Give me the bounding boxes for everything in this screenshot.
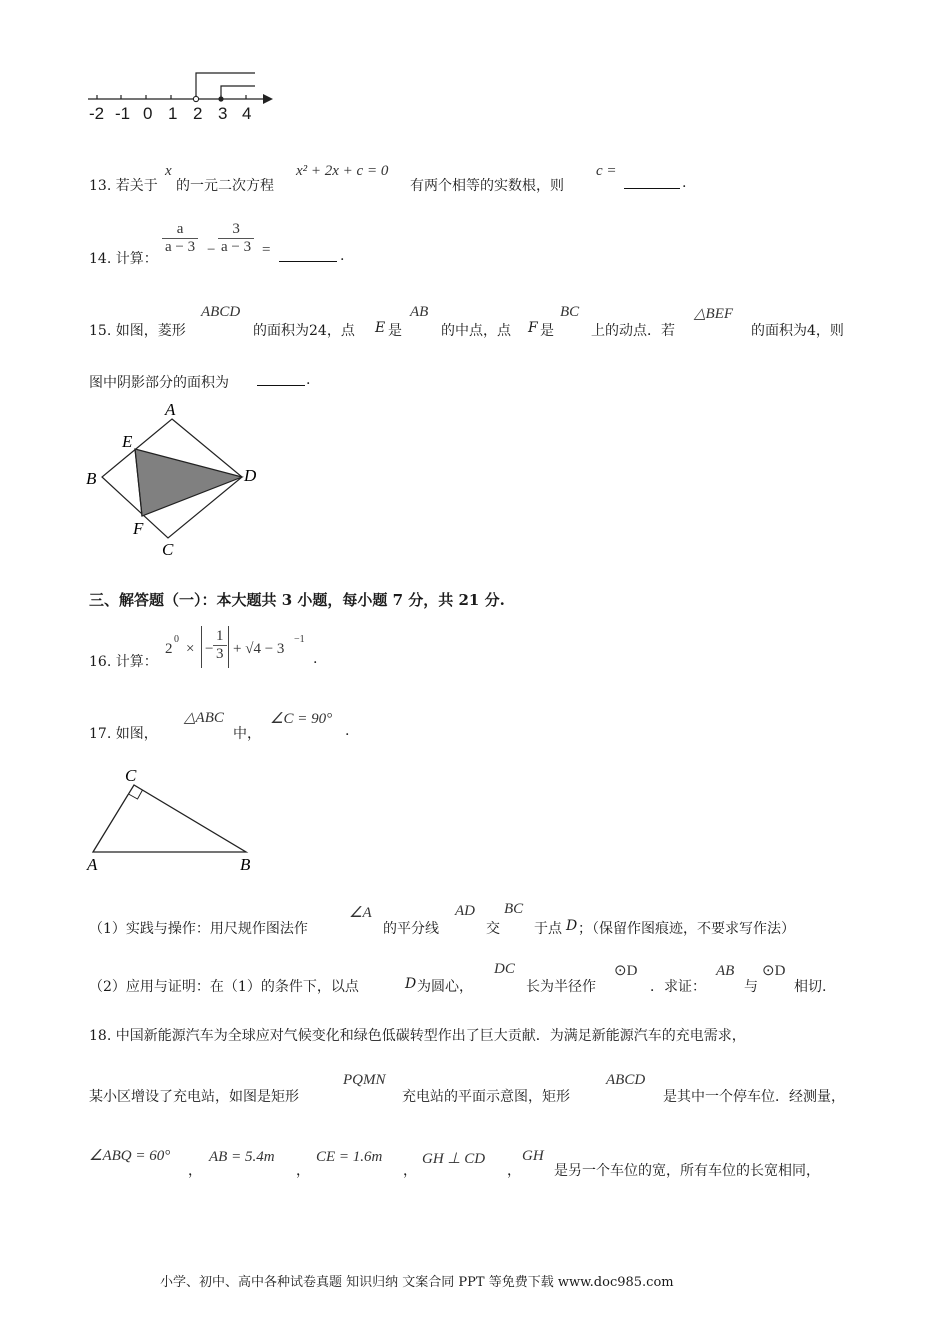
q13-mid: 的一元二次方程 <box>176 178 274 194</box>
rhombus-figure <box>82 398 267 560</box>
q17-prefix: 17. 如图， <box>89 726 158 742</box>
q16-end: . <box>313 651 318 667</box>
fraction-numerator: 3 <box>218 221 254 239</box>
q14-fraction-1 <box>162 221 198 256</box>
fraction-denominator: a − 3 <box>221 239 252 255</box>
q18-gh-perp: GH ⊥ CD <box>422 1151 486 1167</box>
part1-point-d: D <box>566 918 578 934</box>
part1-text: （1）实践与操作：用尺规作图法作 <box>89 921 308 937</box>
q18-text: 某小区增设了充电站，如图是矩形 <box>89 1089 299 1105</box>
part2-text: ．求证： <box>650 979 706 995</box>
tick-label: -2 <box>89 104 105 123</box>
q15-text: 的面积为4，则 <box>751 323 844 339</box>
abs-bar-left <box>201 626 202 668</box>
fraction-denominator: 3 <box>216 646 224 662</box>
q18-ce: CE = 1.6m <box>316 1149 383 1165</box>
q13-end: . <box>682 175 687 191</box>
part2-text: 长为半径作 <box>526 979 596 995</box>
vertex-label-c: C <box>125 766 137 785</box>
q15-ab: AB <box>410 304 429 320</box>
part2-ab: AB <box>716 963 735 979</box>
part2-circle: ⊙D <box>762 963 786 979</box>
vertex-label-b: B <box>240 855 251 874</box>
part1-text: ；（保留作图痕迹，不要求写作法） <box>578 921 795 937</box>
q14-prefix: 14. 计算： <box>89 251 158 267</box>
answer-blank <box>257 373 305 386</box>
q15-point-f: F <box>528 320 538 336</box>
q14-fraction-2 <box>218 221 254 256</box>
q17-mid: 中， <box>233 726 261 742</box>
q17-end: . <box>345 723 350 739</box>
q18-comma: ， <box>403 1163 417 1179</box>
q16-exponent: −1 <box>294 634 305 645</box>
q17-triangle: △ABC <box>184 710 224 726</box>
q16-prefix: 16. 计算： <box>89 654 158 670</box>
q14-end: . <box>340 248 345 264</box>
q16-times: × <box>186 641 195 657</box>
section-3-heading: 三、解答题（一）：本大题共 3 小题，每小题 7 分，共 21 分. <box>89 591 505 609</box>
part1-text: 的平分线 <box>383 921 439 937</box>
fraction-denominator: a − 3 <box>165 239 196 255</box>
q15-bef: △BEF <box>694 306 734 322</box>
q18-ab: AB = 5.4m <box>209 1149 275 1165</box>
solution-bracket-lower <box>221 86 255 99</box>
q13-equation: x² + 2x + c = 0 <box>296 163 389 179</box>
page-footer: 小学、初中、高中各种试卷真题 知识归纳 文案合同 PPT 等免费下载 www.doc985.com <box>160 1275 674 1290</box>
q14-minus: − <box>207 242 216 258</box>
q16-rest: + √4 − 3 <box>233 641 285 657</box>
vertex-label-b: B <box>86 469 97 488</box>
tick-label: 2 <box>193 104 203 123</box>
q18-comma: ， <box>188 1163 202 1179</box>
part1-ad: AD <box>455 903 475 919</box>
part2-dc: DC <box>494 961 515 977</box>
q15-bc: BC <box>560 304 580 320</box>
shaded-triangle-edf <box>135 449 242 516</box>
q18-pqmn: PQMN <box>343 1072 386 1088</box>
part2-circle: ⊙D <box>614 963 638 979</box>
part1-angle: ∠A <box>349 905 372 921</box>
q18-comma: ， <box>296 1163 310 1179</box>
part2-text: 为圆心， <box>417 979 473 995</box>
q18-text: 是另一个车位的宽，所有车位的长宽相同， <box>554 1163 820 1179</box>
q15-text: 的中点，点 <box>441 323 511 339</box>
tick-label: 4 <box>242 104 252 123</box>
fraction-numerator: 1 <box>213 628 227 646</box>
q18-gh: GH <box>522 1148 544 1164</box>
fraction-numerator: a <box>162 221 198 239</box>
q18-abcd: ABCD <box>606 1072 646 1088</box>
q17-angle: ∠C = 90° <box>270 711 333 727</box>
answer-blank <box>624 176 680 189</box>
open-point-2 <box>193 96 198 101</box>
q14-equals: = <box>262 242 271 258</box>
q15-text: 是 <box>388 323 402 339</box>
vertex-label-c: C <box>162 540 174 559</box>
q15-point-e: E <box>375 320 386 336</box>
q16-fraction <box>213 628 227 663</box>
vertex-label-a: A <box>87 855 98 874</box>
right-triangle-figure <box>84 763 269 875</box>
part2-text: 相切. <box>794 979 827 995</box>
part2-text: （2）应用与证明：在（1）的条件下，以点 <box>89 979 359 995</box>
tick-label: -1 <box>115 104 131 123</box>
q13-c-eq: c = <box>596 163 617 179</box>
q15-text: 是 <box>540 323 554 339</box>
q15-text: 上的动点．若 <box>591 323 675 339</box>
tick-label: 1 <box>168 104 178 123</box>
part1-bc: BC <box>504 901 524 917</box>
triangle-abc <box>93 785 246 852</box>
q15-prefix: 15. 如图，菱形 <box>89 323 186 339</box>
q15-line2: 图中阴影部分的面积为 <box>89 375 229 391</box>
part1-text: 于点 <box>534 921 562 937</box>
q18-text: 是其中一个停车位．经测量， <box>663 1089 845 1105</box>
arrow-head-icon <box>263 94 273 104</box>
q18-angle: ∠ABQ = 60° <box>89 1148 171 1164</box>
vertex-label-d: D <box>244 466 257 485</box>
point-label-e: E <box>122 432 133 451</box>
tick-label: 3 <box>218 104 228 123</box>
part1-text: 交 <box>486 921 500 937</box>
vertex-label-a: A <box>165 400 176 419</box>
point-label-f: F <box>133 519 144 538</box>
part2-text: 与 <box>744 979 758 995</box>
q13-mid2: 有两个相等的实数根，则 <box>410 178 564 194</box>
tick-label: 0 <box>143 104 153 123</box>
closed-point-3 <box>218 96 223 101</box>
q15-abcd: ABCD <box>201 304 241 320</box>
q13-var-x: x <box>165 163 172 179</box>
part2-point-d: D <box>405 976 417 992</box>
q15-end: . <box>306 372 311 388</box>
q16-exponent: 0 <box>174 634 179 645</box>
answer-blank <box>279 249 337 262</box>
q18-text: 充电站的平面示意图，矩形 <box>402 1089 570 1105</box>
q13-prefix: 13. 若关于 <box>89 178 158 194</box>
q15-text: 的面积为24，点 <box>253 323 355 339</box>
q18-line1: 18. 中国新能源汽车为全球应对气候变化和绿色低碳转型作出了巨大贡献．为满足新能源汽车的充电需求， <box>89 1028 746 1044</box>
abs-bar-right <box>228 626 229 668</box>
q18-comma: ， <box>507 1163 521 1179</box>
q16-minus: − <box>205 641 214 657</box>
q16-base: 2 <box>165 641 173 657</box>
